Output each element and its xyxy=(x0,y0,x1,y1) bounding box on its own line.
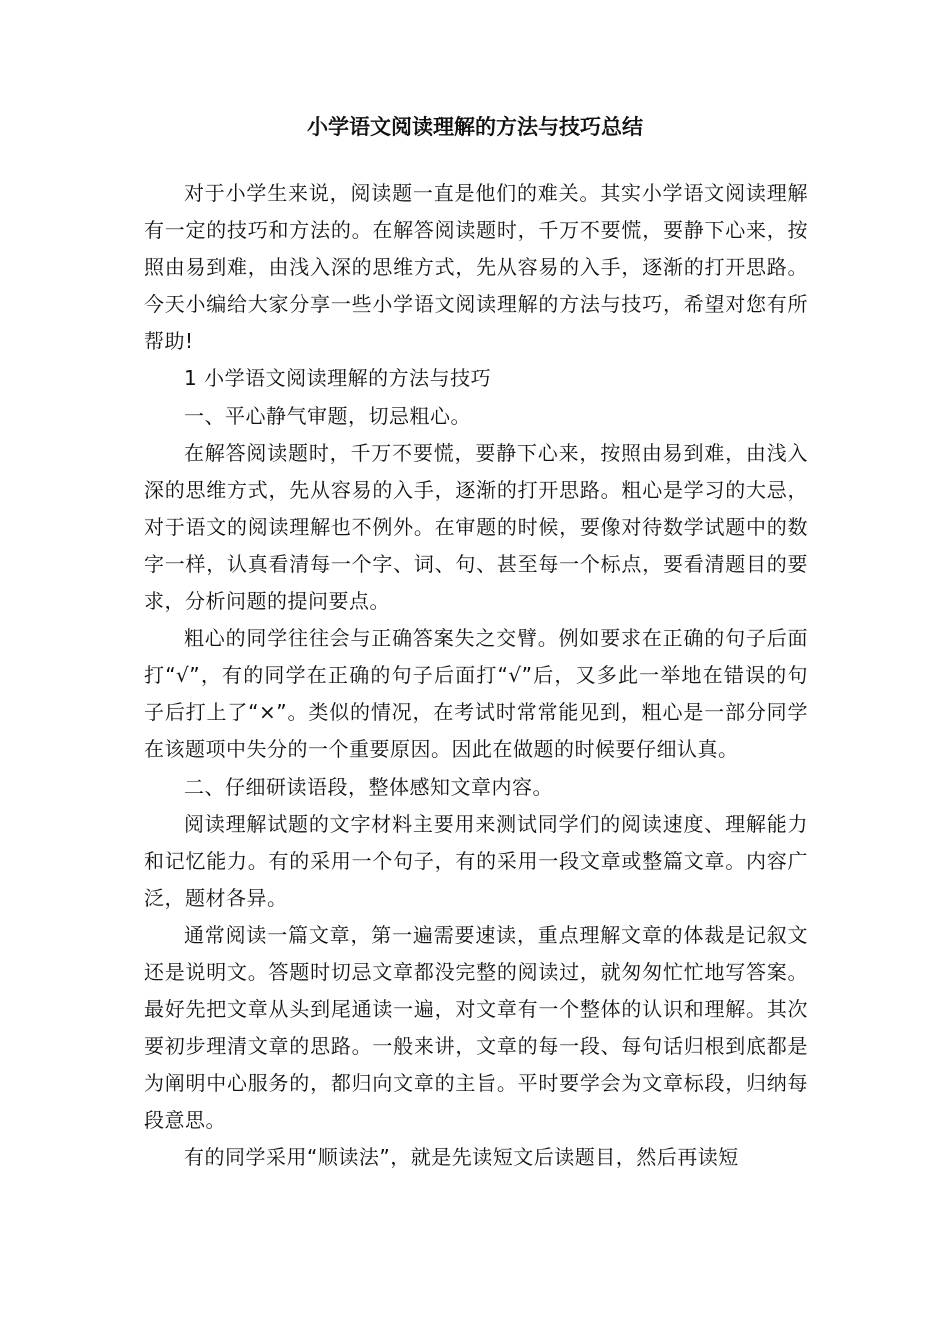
paragraph: 在解答阅读题时，千万不要慌，要静下心来，按照由易到难，由浅入深的思维方式，先从容易的入手，逐渐的打开思路。粗心是学习的大忌，对于语文的阅读理解也不例外。在审题的时候，要像对待数学试题中的数字一样，认真看清每一个字、词、句、甚至每一个标点，要看清题目的要求，分析问题的提问要点。 xyxy=(144,440,808,614)
subheading-2: 二、仔细研读语段，整体感知文章内容。 xyxy=(184,774,553,799)
subheading-1: 一、平心静气审题，切忌粗心。 xyxy=(184,403,471,428)
paragraph: 粗心的同学往往会与正确答案失之交臂。例如要求在正确的句子后面打“√”，有的同学在正确的句子后面打“√”后，又多此一举地在错误的句子后打上了“×”。类似的情况，在考试时常常能见到，粗心是一部分同学在该题项中失分的一个重要原因。因此在做题的时候要仔细认真。 xyxy=(144,626,808,762)
paragraph-truncated: 有的同学采用“顺读法”，就是先读短文后读题目，然后再读短 xyxy=(184,1145,739,1170)
document-body xyxy=(144,175,808,1177)
document-title: 小学语文阅读理解的方法与技巧总结 xyxy=(307,115,643,139)
paragraph: 通常阅读一篇文章，第一遍需要速读，重点理解文章的体裁是记叙文还是说明文。答题时切忌文章都没完整的阅读过，就匆匆忙忙地写答案。最好先把文章从头到尾通读一遍，对文章有一个整体的认识和理解。其次要初步理清文章的思路。一般来讲，文章的每一段、每句话归根到底都是为阐明中心服务的，都归向文章的主旨。平时要学会为文章标段，归纳每段意思。 xyxy=(144,922,808,1133)
paragraph-intro: 对于小学生来说，阅读题一直是他们的难关。其实小学语文阅读理解有一定的技巧和方法的。在解答阅读题时，千万不要慌，要静下心来，按照由易到难，由浅入深的思维方式，先从容易的入手，逐渐的打开思路。今天小编给大家分享一些小学语文阅读理解的方法与技巧，希望对您有所帮助! xyxy=(144,181,808,354)
section-heading-1: 1 小学语文阅读理解的方法与技巧 xyxy=(184,366,492,391)
paragraph: 阅读理解试题的文字材料主要用来测试同学们的阅读速度、理解能力和记忆能力。有的采用一个句子，有的采用一段文章或整篇文章。内容广泛，题材各异。 xyxy=(144,811,808,910)
